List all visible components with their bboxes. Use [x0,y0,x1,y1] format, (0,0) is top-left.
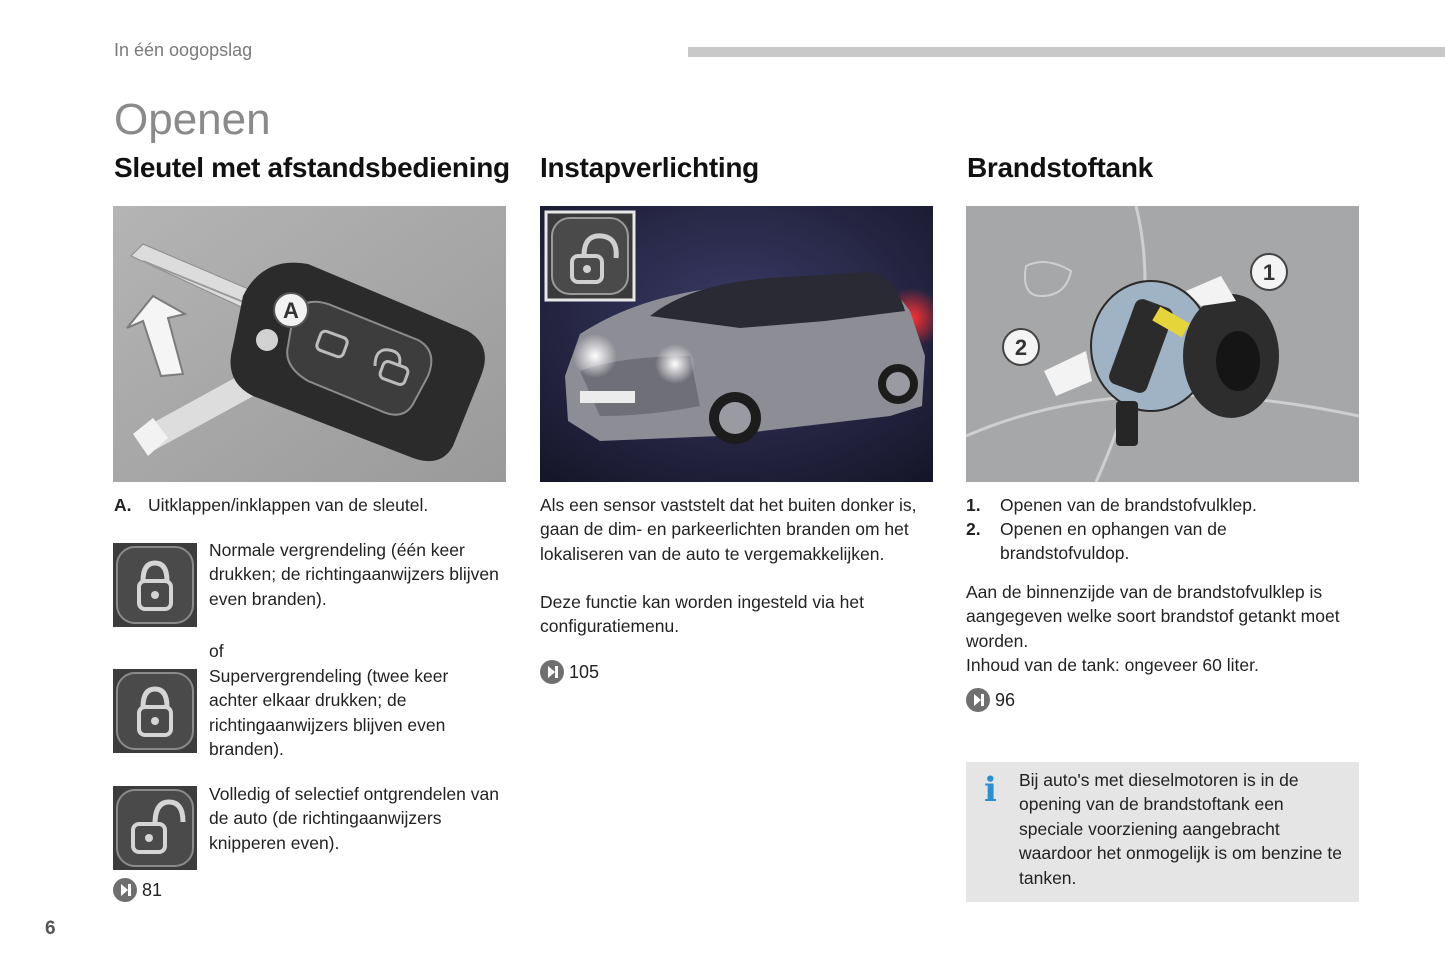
normal-lock-text: Normale vergrendeling (één keer drukken; de richtingaanwijzers blijven even branden). [209,540,499,609]
xref-icon [966,688,990,712]
key-caption-text: Uitklappen/inklappen van de sleutel. [148,495,429,515]
lighting-xref-number: 105 [569,661,600,682]
fuel-heading: Brandstoftank [967,152,1153,183]
key-caption-label: A. [114,495,132,515]
lighting-heading: Instapverlichting [540,152,759,183]
fuel-step-2-text: Openen en ophangen van de brandstofvuldop. [1000,519,1227,564]
key-callout-a: A [283,298,299,323]
lock-icon [113,543,197,627]
fuel-xref-number: 96 [995,689,1016,710]
fuel-step-2 [966,517,1356,566]
page-title: Openen [114,95,271,144]
key-xref[interactable] [113,878,162,902]
fuel-step-1 [966,493,1356,517]
car-illustration [540,206,933,482]
fuel-xref[interactable] [966,688,1015,712]
page-number: 6 [45,918,56,939]
key-fob-illustration [113,206,506,482]
fuel-step-1-num: 1. [966,495,981,515]
header-rule [688,47,1445,57]
fuel-callout-1: 1 [1262,260,1276,285]
xref-icon [540,660,564,684]
fuel-capacity: Inhoud van de tank: ongeveer 60 liter. [966,655,1259,675]
or-text: of [209,641,224,661]
lighting-xref[interactable] [540,660,599,684]
key-caption [114,493,504,517]
lighting-paragraph-1: Als een sensor vaststelt dat het buiten donker is, gaan de dim- en parkeerlichten branden om het lokaliseren van de auto te vergemakkelijken. [540,495,917,564]
info-text: Bij auto's met dieselmotoren is in de opening van de brandstoftank een speciale voorziening aangebracht waardoor het onmogelijk is om benzine te tanken. [1019,770,1342,888]
xref-icon [113,878,137,902]
fuel-step-2-num: 2. [966,519,981,539]
fuel-paragraph: Aan de binnenzijde van de brandstofvulklep is aangegeven welke soort brandstof getankt moet worden. [966,582,1340,651]
deadlock-icon [113,669,197,753]
lighting-paragraph-2: Deze functie kan worden ingesteld via het configuratiemenu. [540,592,864,637]
unlock-text: Volledig of selectief ontgrendelen van de auto (de richtingaanwijzers knipperen even). [209,784,499,853]
unlock-icon [113,786,197,870]
section-label: In één oogopslag [114,40,253,60]
info-icon: i [984,770,997,810]
fuel-flap-illustration [966,206,1359,482]
deadlock-text: Supervergrendeling (twee keer achter elkaar drukken; de richtingaanwijzers blijven even branden). [209,666,449,760]
key-xref-number: 81 [142,879,163,900]
fuel-step-1-text: Openen van de brandstofvulklep. [1000,495,1257,515]
key-heading: Sleutel met afstandsbediening [114,152,510,183]
fuel-callout-2: 2 [1014,335,1028,360]
